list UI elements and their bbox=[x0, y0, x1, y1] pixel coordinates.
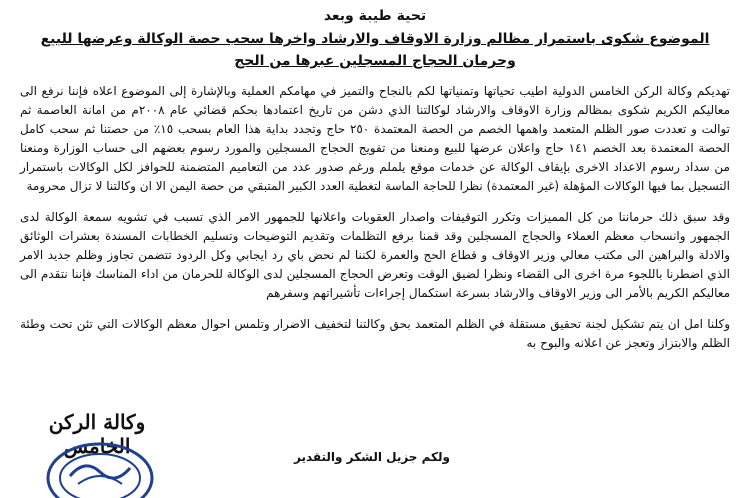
body-paragraph-1: تهديكم وكالة الركن الخامس الدولية اطيب تحياتها وتمنياتها لكم بالنجاح والتميز في مهامكم العملية وبالإشارة إلى الموضوع اعلاه فإننا نرفع الى معاليكم الكريم شكوى بمظالم وزارة الاوقاف والارشاد لوكالتنا الذي دشن من تاريخ اعتمادها بحكم قضائي عام ٢٠٠٨م من امانة العاصمة ثم توالت و تعددت صور الظلم المتعمد واهمها الخصم من الحصة المعتمدة ٢٥٠ حاج وتجدد بداية هذا العام بسحب ١٥٪ من حصتنا ثم سحب كامل الحصة المعتمدة بعد الخصم ١٤١ حاج واعلان عرضها للبيع ومنعنا من تفويج الحجاج المسجلين والمورد رسوم بعضهم الى حساب الوزارة ومنعنا من سداد رسوم الاعداد الاخرى بإيقاف الوكالة عن خدمات موقع يلملم ورغم صدور عدد من التعاميم المتضمنة للحوافز لكل الوكالات باستمرار التسجيل بما فيها الوكالات المؤهلة (غير المعتمدة) نظرا للحاجة الماسة لتغطية العدد الكبير المتبقي من حصة اليمن الا ان وكالتنا لا تزال محرومة bbox=[20, 84, 730, 193]
agency-stamp-icon bbox=[40, 438, 160, 498]
body-paragraph-3: وكلنا امل ان يتم تشكيل لجنة تحقيق مستقلة في الظلم المتعمد بحق وكالتنا لتخفيف الاضرار وتلمس احوال معظم الوكالات التي تئن تحت وطئة الظلم والابتزاز وتعجز عن اعلانه والبوح به bbox=[20, 317, 730, 350]
subject-line: الموضوع شكوى باستمرار مظالم وزارة الاوقاف والارشاد واخرها سحب حصة الوكالة وعرضها للبيع وحرمان الحجاج المسجلين عبرها من الحج bbox=[40, 31, 710, 69]
letter-body bbox=[20, 82, 730, 365]
agency-signature-name: وكالة الركن الخامس bbox=[48, 410, 146, 458]
greeting-line: تحية طيبة وبعد bbox=[323, 8, 427, 24]
body-paragraph-2: وقد سبق ذلك حرماننا من كل المميزات وتكرر التوقيفات واصدار العقوبات واعلانها للجمهور الامر الذي تسبب في تشويه سمعة الوكالة لدى الجمهور وانسحاب معظم العملاء والحجاج المسجلين وقد قمنا برفع التظلمات وتقديم التوضيحات وتسليم الخطابات المسندة بعشرات الوثائق والادلة والبراهين الى مكتب معالي وزير الاوقاف و قطاع الحج والعمرة لكننا لم نحض باي رد ايجابي وكل الردود تتضمن تجاوز وظلم جديد الامر الذي اضطرنا باللجوء مرة اخرى الى القضاء ونظرا لضيق الوقت وتعرض الحجاج المسجلين لدى الوكالة للحرمان من اداء المناسك فإننا نتقدم الى معاليكم الكريم بالأمر الى وزير الاوقاف والارشاد بسرعة استكمال إجراءات تأشيراتهم وسفرهم bbox=[20, 210, 730, 300]
closing-line: ولكم جزيل الشكر والتقدير bbox=[293, 450, 450, 464]
